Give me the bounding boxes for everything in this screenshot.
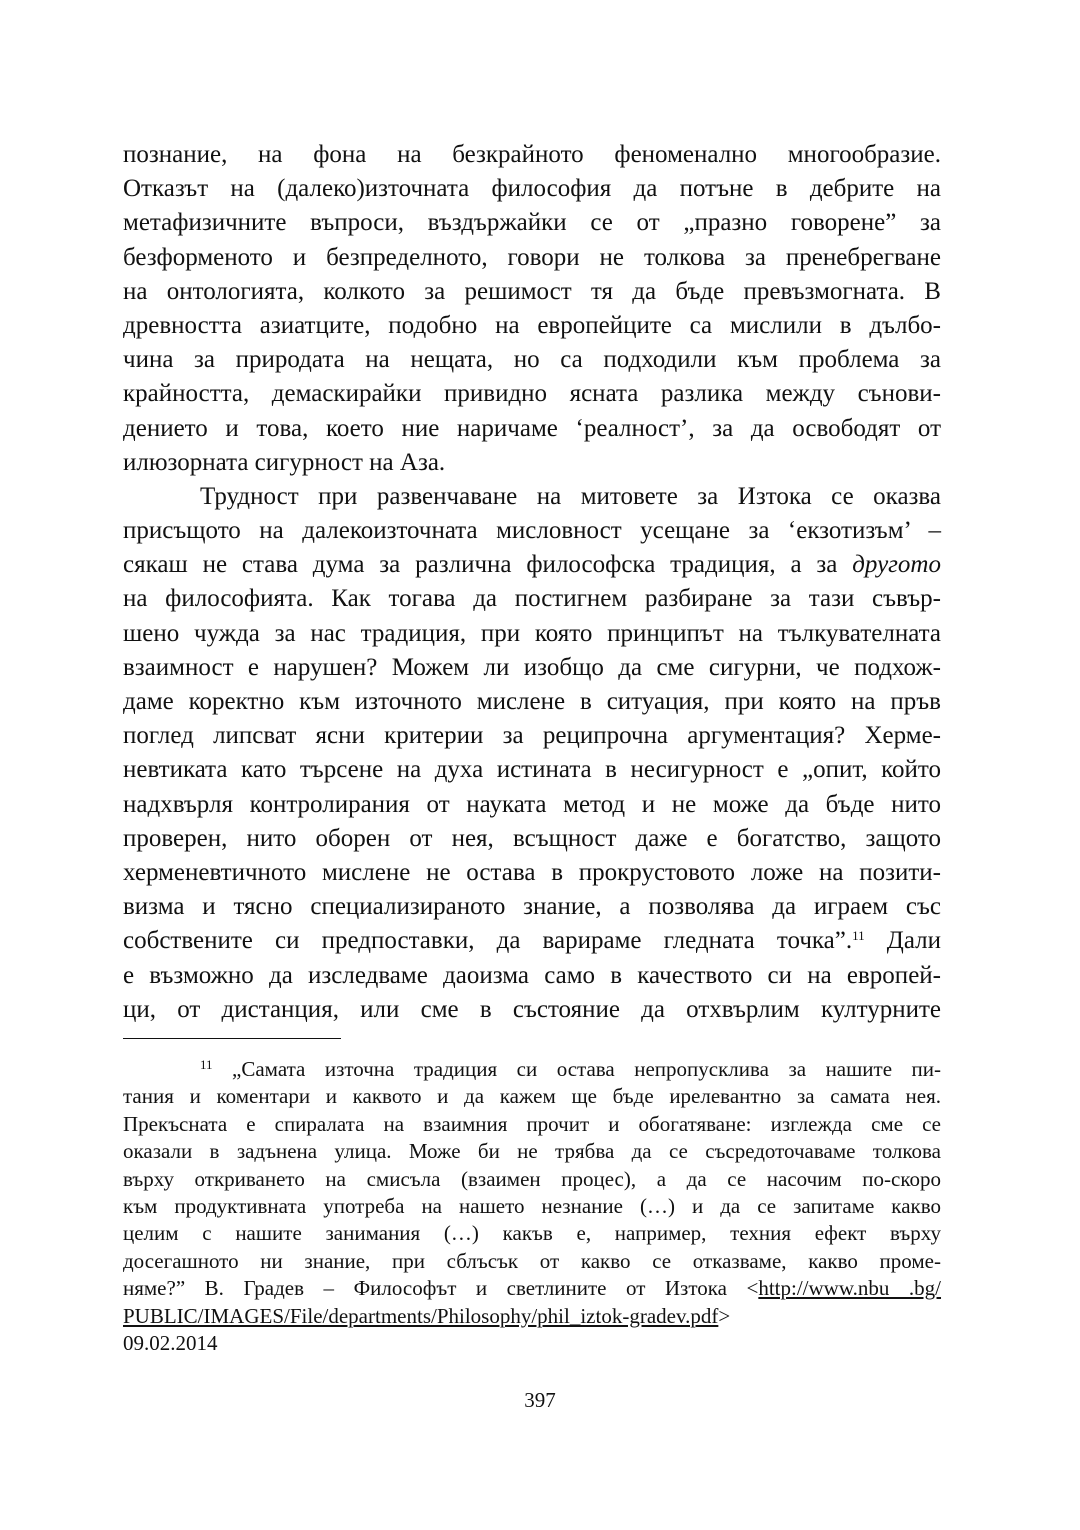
footnote-line (123, 1056, 941, 1083)
body-text (123, 138, 941, 1027)
footnote (123, 1056, 941, 1357)
text-line: проверен, нито оборен от нея, всъщност даже е богатство, защото (123, 824, 941, 852)
text-line: древността азиатците, подобно на европейците са мислили в дълбо- (123, 311, 941, 339)
text-line: взаимност е нарушен? Можем ли изобщо да сме сигурни, че подхож- (123, 653, 941, 681)
text-line: невтиката като търсене на духа истината в несигурност е „опит, който (123, 756, 941, 784)
footnote-line: към продуктивната употреба на нашето незнание (…) и да се запитаме какво (123, 1193, 941, 1218)
text-line (123, 548, 941, 582)
footnote-number: 11 (200, 1057, 213, 1072)
text-line: надхвърля контролирания от науката метод и не може да бъде нито (123, 790, 941, 818)
footnote-line: досегашното ни знание, при сблъсък от какво се отказваме, какво проме- (123, 1248, 941, 1273)
text-line: чина за природата на нещата, но са подходили към проблема за (123, 346, 941, 374)
italic-word: другото (852, 551, 941, 579)
text-line: на философията. Как тогава да постигнем разбиране за тази съвър- (123, 585, 941, 613)
source-link-continued[interactable]: PUBLIC/IMAGES/File/departments/Philosophy/phil_iztok-gradev.pdf (123, 1303, 719, 1328)
footnote-reference[interactable]: 11 (852, 928, 865, 944)
footnote-line (123, 1303, 941, 1330)
footnote-separator (123, 1038, 341, 1039)
source-link[interactable]: http://www.nbu .bg/ (758, 1276, 942, 1301)
text-span: „Самата източна традиция си остава непропусклива за нашите пи- (212, 1057, 941, 1081)
text-line: херменевтичното мислене не остава в прокрустовото ложе на позити- (123, 858, 941, 886)
footnote-line: целим с нашите занимания (…) какъв е, например, техния ефект върху (123, 1221, 941, 1246)
text-line: безформеното и безпределното, говори не толкова за пренебрегване (123, 243, 941, 271)
footnote-line (123, 1275, 941, 1302)
footnote-line: върху откриването на смисъла (взаимен процес), а да се насочим по-скоро (123, 1166, 941, 1191)
footnote-date: 09.02.2014 (123, 1330, 218, 1355)
text-line (123, 924, 941, 958)
text-line: присъщото на далекоизточната мисловност усещане за ‘екзотизъм’ – (123, 517, 941, 545)
text-span: собствените си предпоставки, да варираме гледната точка”. (123, 927, 853, 955)
text-line: поглед липсват ясни критерии за реципрочна аргументация? Херме- (123, 722, 941, 750)
text-line: на онтологията, колкото за решимост тя да бъде превъзмогната. В (123, 277, 941, 305)
text-line: илюзорната сигурност на Аза. (123, 448, 446, 476)
footnote-line: тания и коментари и каквото и да кажем ще бъде ирелевантно за самата нея. (123, 1084, 941, 1109)
text-line: даме коректно към източното мислене в ситуация, при която на пръв (123, 688, 941, 715)
text-span: Дали (864, 927, 941, 955)
text-span: сякаш не става дума за различна философска традиция, а за (123, 551, 853, 579)
footnote-line: оказали в задънена улица. Може би не трябва да се съсредоточаваме толкова (123, 1139, 941, 1164)
text-line: познание, на фона на безкрайното феноменално многообразие. (123, 141, 941, 168)
text-line: дението и това, което ние наричаме ‘реалност’, за да освободят от (123, 414, 941, 442)
text-line: е възможно да изследваме даоизма само в качеството си на европей- (123, 961, 941, 989)
text-line: визма и тясно специализираното знание, а позволява да играем със (123, 893, 941, 921)
text-line: крайността, демаскирайки привидно ясната разлика между сънови- (123, 380, 941, 408)
text-line: Отказът на (далеко)източната философия да потъне в дебрите на (123, 175, 941, 203)
text-span: > (718, 1303, 731, 1328)
footnote-line: Прекъсната е спиралата на взаимния прочит и обогатяване: изглежда сме се (123, 1111, 941, 1136)
text-line: шено чужда за нас традиция, при която принципът на тълкувателната (123, 619, 941, 647)
text-line: метафизичните въпроси, въздържайки се от „празно говорене” за (123, 209, 941, 237)
text-line: Трудност при развенчаване на митовете за Изтока се оказва (200, 482, 941, 510)
page-number: 397 (524, 1388, 556, 1412)
text-line: ци, от дистанция, или сме в състояние да отхвърлим културните (123, 995, 941, 1023)
text-span: няме?” В. Градев – Философът и светлините от Изтока < (123, 1276, 759, 1301)
